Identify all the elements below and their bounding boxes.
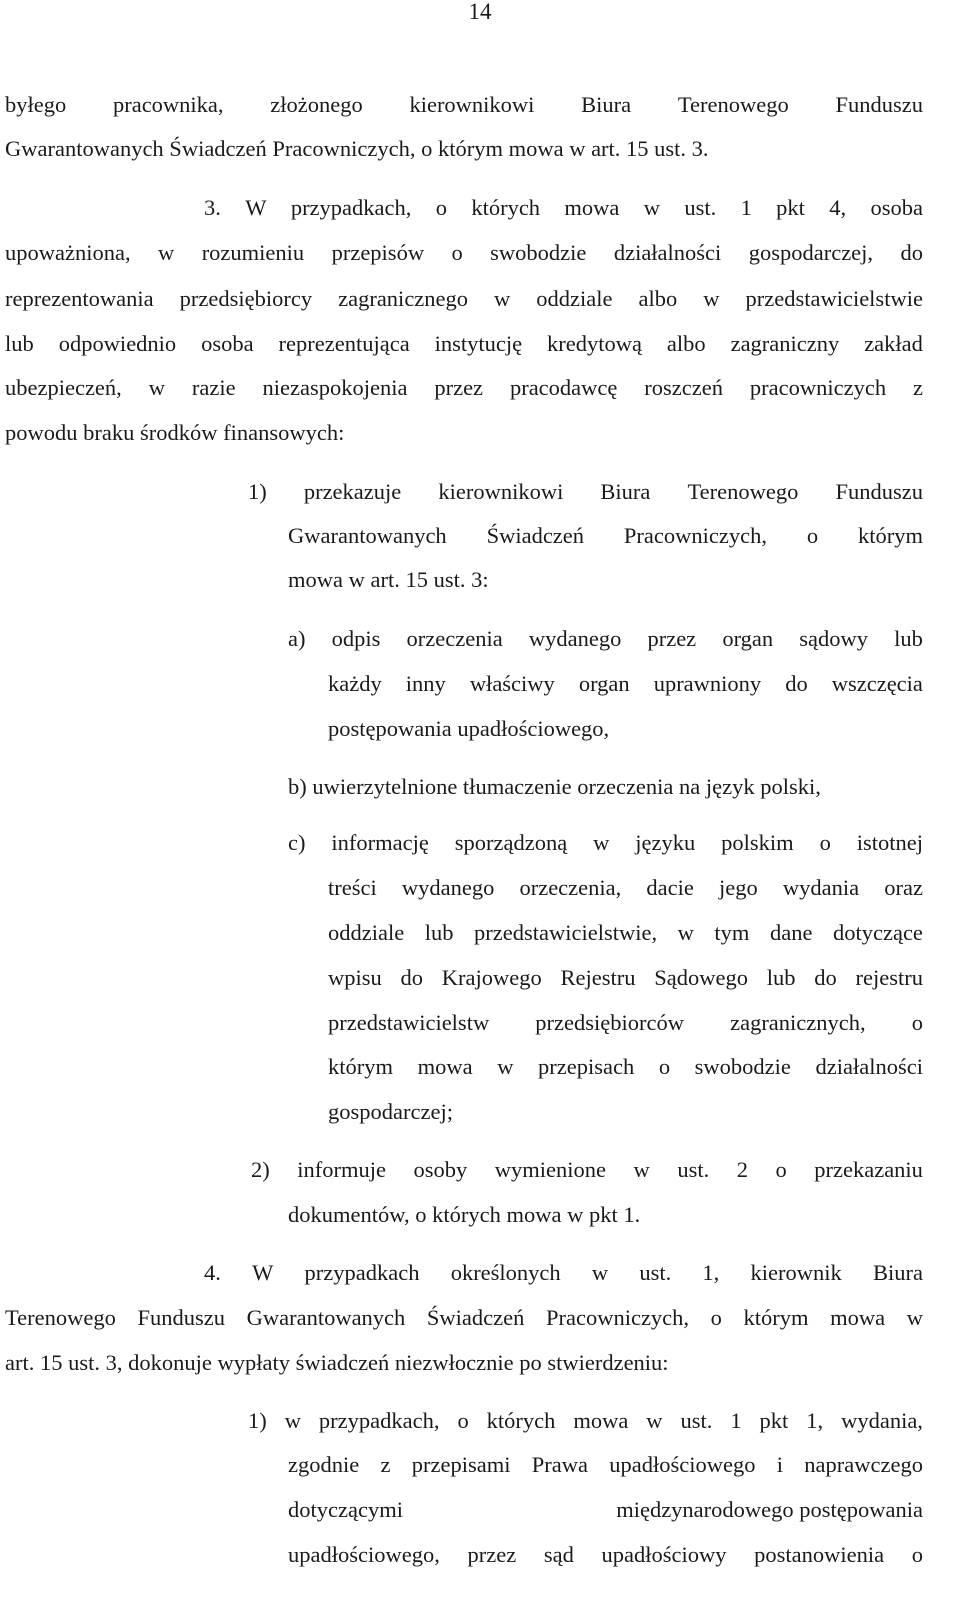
word: Biura: [600, 479, 651, 504]
sublist-item-line: [288, 828, 923, 858]
word: albo: [666, 331, 706, 356]
word: zakład: [864, 331, 923, 356]
list-item-line: [288, 521, 923, 551]
word: o: [819, 830, 831, 855]
word: Gwarantowanych: [246, 1305, 406, 1330]
sublist-item-line: [328, 918, 923, 948]
word: o: [435, 195, 447, 220]
word: mowa: [564, 195, 620, 220]
word: przez: [434, 375, 484, 400]
page-number: 14: [468, 0, 492, 24]
sublist-item-line: [328, 669, 923, 699]
word: wymienione: [494, 1157, 607, 1182]
sublist-item-line: [328, 1052, 923, 1082]
list-item-line: [288, 1540, 923, 1570]
word: przedstawicielstwie: [745, 286, 923, 311]
list-item-line: mowa w art. 15 ust. 3:: [288, 567, 489, 592]
word: przez: [647, 626, 697, 651]
word: w: [591, 1260, 609, 1285]
word: oddziale: [328, 920, 405, 945]
word: w: [497, 1054, 514, 1079]
word: Prawa: [531, 1452, 588, 1477]
word: których: [486, 1408, 556, 1433]
text-line: [5, 90, 923, 120]
word: 4,: [829, 195, 847, 220]
word: sporządzoną: [454, 830, 568, 855]
word: sąd: [543, 1542, 574, 1567]
word: Terenowego: [687, 479, 799, 504]
word: przepisów: [331, 240, 425, 265]
word: roszczeń: [644, 375, 723, 400]
word: Świadczeń: [486, 523, 585, 548]
word: ust.: [684, 195, 717, 220]
word: instytucję: [434, 331, 523, 356]
word: zgodnie: [288, 1452, 360, 1477]
word: o: [457, 1408, 469, 1433]
sublist-item-line: gospodarczej;: [328, 1099, 453, 1124]
word: wydania,: [841, 1408, 923, 1433]
word: przedsiębiorcy: [179, 286, 313, 311]
word: Gwarantowanych: [288, 523, 447, 548]
word: kierownikowi: [409, 92, 535, 117]
word: gospodarczej,: [748, 240, 874, 265]
word: osoba: [870, 195, 923, 220]
word: W: [252, 1260, 274, 1285]
word: ust.: [639, 1260, 672, 1285]
word: o: [775, 1157, 787, 1182]
word: jego: [718, 875, 758, 900]
word: lub: [424, 920, 454, 945]
word: wszczęcia: [831, 671, 923, 696]
word: sądowy: [799, 626, 869, 651]
word: W: [245, 195, 267, 220]
word: przedsiębiorców: [535, 1010, 684, 1035]
word: tym: [714, 920, 750, 945]
word: uprawniony: [653, 671, 762, 696]
word: dane: [769, 920, 813, 945]
word: polskim: [721, 830, 794, 855]
word: 1,: [806, 1408, 824, 1433]
word: określonych: [450, 1260, 561, 1285]
word: w: [494, 286, 511, 311]
word: o: [806, 523, 819, 548]
word: a): [288, 626, 306, 651]
word: 1): [248, 1408, 267, 1433]
word: Sądowego: [654, 965, 748, 990]
word: o: [451, 240, 463, 265]
word: o: [911, 1542, 923, 1567]
word: którym: [857, 523, 923, 548]
word: w: [148, 375, 165, 400]
word: każdy: [328, 671, 382, 696]
word: przypadkach,: [290, 195, 412, 220]
word: odpis: [331, 626, 381, 651]
sublist-item-line: [288, 624, 923, 654]
sublist-item-line: postępowania upadłościowego,: [328, 716, 610, 741]
word: osoba: [201, 331, 254, 356]
word: upadłościowego,: [288, 1542, 440, 1567]
word: przekazuje: [303, 479, 402, 504]
word: kierownik: [750, 1260, 842, 1285]
word: upadłościowego: [609, 1452, 756, 1477]
word: Terenowego: [5, 1305, 116, 1330]
word: w: [677, 920, 694, 945]
word: przedstawicielstwie,: [474, 920, 658, 945]
word: przez: [467, 1542, 517, 1567]
word: wpisu: [328, 965, 382, 990]
word: 2): [251, 1157, 270, 1182]
word: razie: [191, 375, 236, 400]
word: rejestru: [855, 965, 923, 990]
word: lub: [894, 626, 923, 651]
sublist-item-line: [328, 1008, 923, 1038]
word: 2: [736, 1157, 748, 1182]
word: lub: [5, 331, 34, 356]
word: treści: [328, 875, 377, 900]
word: swobodzie: [694, 1054, 791, 1079]
text-line: art. 15 ust. 3, dokonuje wypłaty świadczeń niezwłocznie po stwierdzeniu:: [5, 1350, 669, 1375]
word: właściwy: [469, 671, 555, 696]
word: Biura: [581, 92, 632, 117]
word: którym: [328, 1054, 393, 1079]
word: inny: [405, 671, 446, 696]
word: międzynarodowego postępowania: [616, 1497, 923, 1522]
list-item-line: [248, 1406, 923, 1436]
word: dacie: [646, 875, 694, 900]
word: 1: [740, 195, 752, 220]
word: odpowiednio: [58, 331, 177, 356]
word: przepisach: [538, 1054, 635, 1079]
word: w: [593, 830, 610, 855]
text-line: Gwarantowanych Świadczeń Pracowniczych, o którym mowa w art. 15 ust. 3.: [5, 136, 709, 161]
word: przekazaniu: [814, 1157, 923, 1182]
list-item-line: [288, 1495, 923, 1525]
word: pracodawcę: [509, 375, 618, 400]
word: zagranicznego: [338, 286, 469, 311]
word: zagraniczny: [730, 331, 840, 356]
sublist-item-line: [328, 963, 923, 993]
word: mowa: [573, 1408, 629, 1433]
word: których: [471, 195, 541, 220]
word: o: [710, 1305, 722, 1330]
word: w: [158, 240, 175, 265]
word: Pracowniczych,: [623, 523, 767, 548]
word: orzeczenia,: [519, 875, 622, 900]
word: w: [284, 1408, 301, 1433]
word: oraz: [884, 875, 923, 900]
word: Pracowniczych,: [545, 1305, 690, 1330]
text-line: [204, 1258, 923, 1288]
word: reprezentująca: [278, 331, 410, 356]
word: niezaspokojenia: [262, 375, 408, 400]
word: oddziale: [536, 286, 613, 311]
word: w: [703, 286, 720, 311]
word: dotyczącymi: [288, 1497, 403, 1522]
word: przedstawicielstw: [328, 1010, 490, 1035]
word: upoważniona,: [5, 240, 131, 265]
word: Świadczeń: [426, 1305, 525, 1330]
word: języku: [635, 830, 696, 855]
word: do: [900, 240, 923, 265]
list-item-line: [251, 1155, 923, 1185]
word: z: [913, 375, 923, 400]
word: o: [658, 1054, 671, 1079]
text-line: [5, 329, 923, 359]
word: Funduszu: [835, 479, 923, 504]
word: którym: [743, 1305, 809, 1330]
word: organ: [578, 671, 630, 696]
word: upadłościowy: [601, 1542, 727, 1567]
word: pracownika,: [112, 92, 224, 117]
word: pkt: [759, 1408, 789, 1433]
word: działalności: [613, 240, 722, 265]
word: naprawczego: [804, 1452, 923, 1477]
word: mowa: [417, 1054, 473, 1079]
word: kierownikowi: [438, 479, 564, 504]
word: w: [906, 1305, 923, 1330]
word: 1,: [702, 1260, 720, 1285]
word: przypadkach: [304, 1260, 420, 1285]
word: organ: [722, 626, 774, 651]
word: wydanego: [401, 875, 495, 900]
word: reprezentowania: [5, 286, 154, 311]
text-line: [5, 373, 923, 403]
word: pkt: [776, 195, 805, 220]
word: albo: [638, 286, 678, 311]
sublist-item-line: [328, 873, 923, 903]
word: istotnej: [856, 830, 923, 855]
word: z: [380, 1452, 391, 1477]
word: przepisami: [411, 1452, 511, 1477]
word: byłego: [5, 92, 67, 117]
text-line: [204, 193, 923, 223]
word: mowa: [830, 1305, 886, 1330]
word: rozumieniu: [201, 240, 305, 265]
word: postanowienia: [754, 1542, 885, 1567]
word: 1): [248, 479, 267, 504]
word: osoby: [413, 1157, 468, 1182]
word: ust.: [677, 1157, 710, 1182]
word: 1: [730, 1408, 742, 1433]
word: w: [643, 195, 660, 220]
word: ubezpieczeń,: [5, 375, 122, 400]
word: i: [776, 1452, 783, 1477]
word: wydanego: [528, 626, 622, 651]
sublist-item-line: b) uwierzytelnione tłumaczenie orzeczenia na język polski,: [288, 774, 821, 799]
word: złożonego: [270, 92, 363, 117]
word: Funduszu: [137, 1305, 225, 1330]
list-item-line: [288, 1450, 923, 1480]
text-line: [5, 284, 923, 314]
word: przypadkach,: [318, 1408, 440, 1433]
text-line: [5, 1303, 923, 1333]
word: 3.: [204, 195, 221, 220]
word: informuje: [297, 1157, 386, 1182]
word: 4.: [204, 1260, 221, 1285]
word: do: [400, 965, 424, 990]
word: w: [633, 1157, 650, 1182]
word: do: [785, 671, 808, 696]
word: informację: [331, 830, 429, 855]
text-line: powodu braku środków finansowych:: [5, 420, 345, 445]
word: kredytową: [547, 331, 642, 356]
word: orzeczenia: [406, 626, 503, 651]
word: w: [646, 1408, 663, 1433]
word: o: [911, 1010, 923, 1035]
word: zagranicznych,: [730, 1010, 866, 1035]
word: Biura: [872, 1260, 923, 1285]
text-line: [5, 238, 923, 268]
list-item-line: dokumentów, o których mowa w pkt 1.: [288, 1202, 641, 1227]
word: lub: [766, 965, 796, 990]
word: ust.: [680, 1408, 713, 1433]
word: pracowniczych: [749, 375, 887, 400]
list-item-line: [248, 477, 923, 507]
word: do: [814, 965, 837, 990]
word: wydania: [782, 875, 860, 900]
word: Funduszu: [835, 92, 923, 117]
word: dotyczące: [832, 920, 923, 945]
word: swobodzie: [490, 240, 587, 265]
word: Rejestru: [560, 965, 636, 990]
word: Terenowego: [677, 92, 789, 117]
word: działalności: [815, 1054, 923, 1079]
word: Krajowego: [441, 965, 542, 990]
word: c): [288, 830, 306, 855]
